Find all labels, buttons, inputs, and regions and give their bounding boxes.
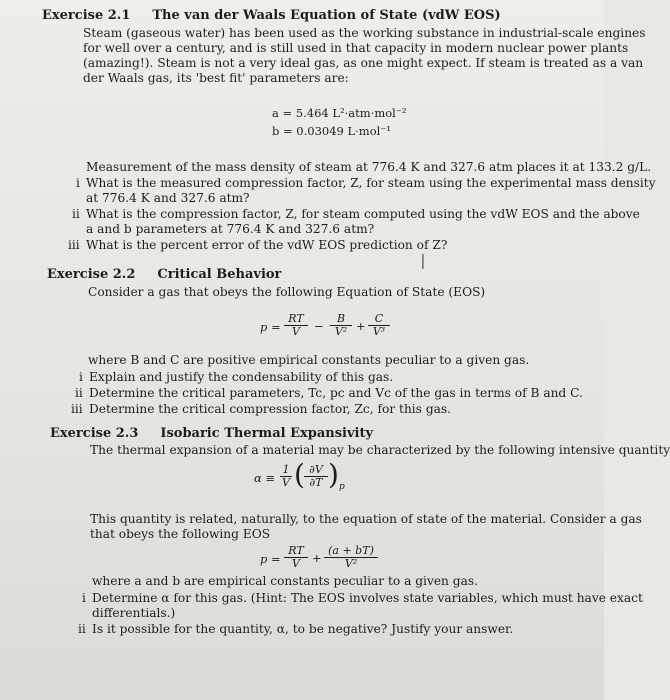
fraction-numerator: B — [330, 313, 352, 326]
fraction-denominator: V³ — [372, 325, 386, 338]
question-numeral: iii — [71, 402, 83, 416]
question-numeral: i — [79, 370, 83, 384]
question-text: Explain and justify the condensability of this gas. — [89, 370, 394, 384]
exercise-2-1-number: Exercise 2.1 — [42, 8, 131, 23]
partial-derivative — [304, 464, 328, 489]
question-text-continued: a and b parameters at 776.4 K and 327.6 atm? — [86, 222, 375, 236]
question-text: What is the measured compression factor, Z, for steam using the experimental mass density — [86, 176, 656, 190]
fraction-denominator: V² — [334, 325, 348, 338]
exercise-2-3-heading — [50, 426, 373, 442]
fraction-denominator: V — [282, 476, 290, 489]
fraction-numerator: 1 — [280, 464, 292, 477]
exercise-2-3-related-line: This quantity is related, naturally, to the equation of state of the material. Consider a gas — [90, 512, 642, 526]
question-text: Determine the critical parameters, Tc, pc and Vc of the gas in terms of B and C. — [89, 386, 583, 400]
exercise-2-3-number: Exercise 2.3 — [50, 426, 139, 441]
fraction-denominator: V — [292, 557, 300, 570]
exercise-2-2-where: where B and C are positive empirical constants peculiar to a given gas. — [88, 353, 530, 367]
right-paren: ) — [328, 458, 339, 491]
question-text-continued: at 776.4 K and 327.6 atm? — [86, 191, 250, 205]
exercise-2-2-title: Critical Behavior — [157, 267, 282, 282]
eos-term-c-v3 — [368, 313, 390, 338]
fraction-numerator: (a + bT) — [324, 545, 378, 558]
question-numeral: ii — [75, 386, 83, 400]
measurement-statement: Measurement of the mass density of steam at 776.4 K and 327.6 atm places it at 133.2 g/L. — [86, 160, 652, 174]
fraction-numerator: ∂V — [304, 464, 328, 477]
eos-term-rt-v — [284, 545, 308, 570]
eos-operator: − — [314, 319, 324, 333]
question-text: Determine the critical compression factor, Zc, for this gas. — [89, 402, 452, 416]
exercise-2-3-title: Isobaric Thermal Expansivity — [160, 426, 374, 441]
question-numeral: ii — [72, 207, 80, 221]
fraction-denominator: V² — [344, 557, 358, 570]
text-cursor-icon: I — [420, 250, 426, 274]
exercise-2-1-title: The van der Waals Equation of State (vdW EOS) — [152, 8, 501, 23]
param-a-equation: a = 5.464 L²·atm·mol⁻² — [272, 106, 407, 120]
fraction-denominator: V — [292, 325, 300, 338]
eos-lhs: p = — [260, 552, 281, 566]
exercise-2-1-intro-line: for well over a century, and is still used in that capacity in modern nuclear power plants — [83, 41, 629, 55]
eos-term-rt-v — [284, 313, 308, 338]
exercise-2-1-intro-line: Steam (gaseous water) has been used as the working substance in industrial-scale engines — [83, 26, 646, 40]
eos-lhs: p = — [260, 320, 281, 334]
fraction-numerator: RT — [284, 545, 308, 558]
eos-term-abt-v2 — [324, 545, 378, 570]
eos-term-b-v2 — [330, 313, 352, 338]
exercise-2-2-intro: Consider a gas that obeys the following Equation of State (EOS) — [88, 285, 486, 299]
question-numeral: i — [76, 176, 80, 190]
fraction-numerator: RT — [284, 313, 308, 326]
left-paren: ( — [294, 458, 305, 491]
question-text-continued: differentials.) — [92, 606, 176, 620]
exercise-2-1-intro-line: der Waals gas, its 'best fit' parameters are: — [83, 71, 349, 85]
question-numeral: ii — [78, 622, 86, 636]
question-text: What is the compression factor, Z, for steam computed using the vdW EOS and the above — [86, 207, 640, 221]
exercise-2-3-where: where a and b are empirical constants peculiar to a given gas. — [92, 574, 478, 588]
exercise-2-2-heading — [47, 267, 281, 283]
fraction-denominator: ∂T — [309, 476, 323, 489]
param-b-equation: b = 0.03049 L·mol⁻¹ — [272, 124, 391, 138]
eos-operator: + — [312, 551, 322, 565]
question-text: Is it possible for the quantity, α, to be negative? Justify your answer. — [92, 622, 514, 636]
exercise-2-3-related-line: that obeys the following EOS — [90, 527, 271, 541]
exercise-2-1-intro-line: (amazing!). Steam is not a very ideal gas, as one might expect. If steam is treated as a van — [83, 56, 644, 70]
exercise-2-1-heading — [42, 8, 501, 24]
exercise-2-2-number: Exercise 2.2 — [47, 267, 136, 282]
question-numeral: i — [82, 591, 86, 605]
exercise-2-3-intro: The thermal expansion of a material may be characterized by the following intensive quantity — [90, 443, 670, 457]
question-numeral: iii — [68, 238, 80, 252]
question-text: What is the percent error of the vdW EOS prediction of Z? — [86, 238, 448, 252]
alpha-prefactor — [280, 464, 292, 489]
alpha-lhs: α ≡ — [254, 471, 276, 485]
constant-pressure-subscript: p — [339, 482, 345, 492]
fraction-numerator: C — [368, 313, 390, 326]
question-text: Determine α for this gas. (Hint: The EOS involves state variables, which must have exact — [92, 591, 643, 605]
eos-operator: + — [356, 319, 366, 333]
